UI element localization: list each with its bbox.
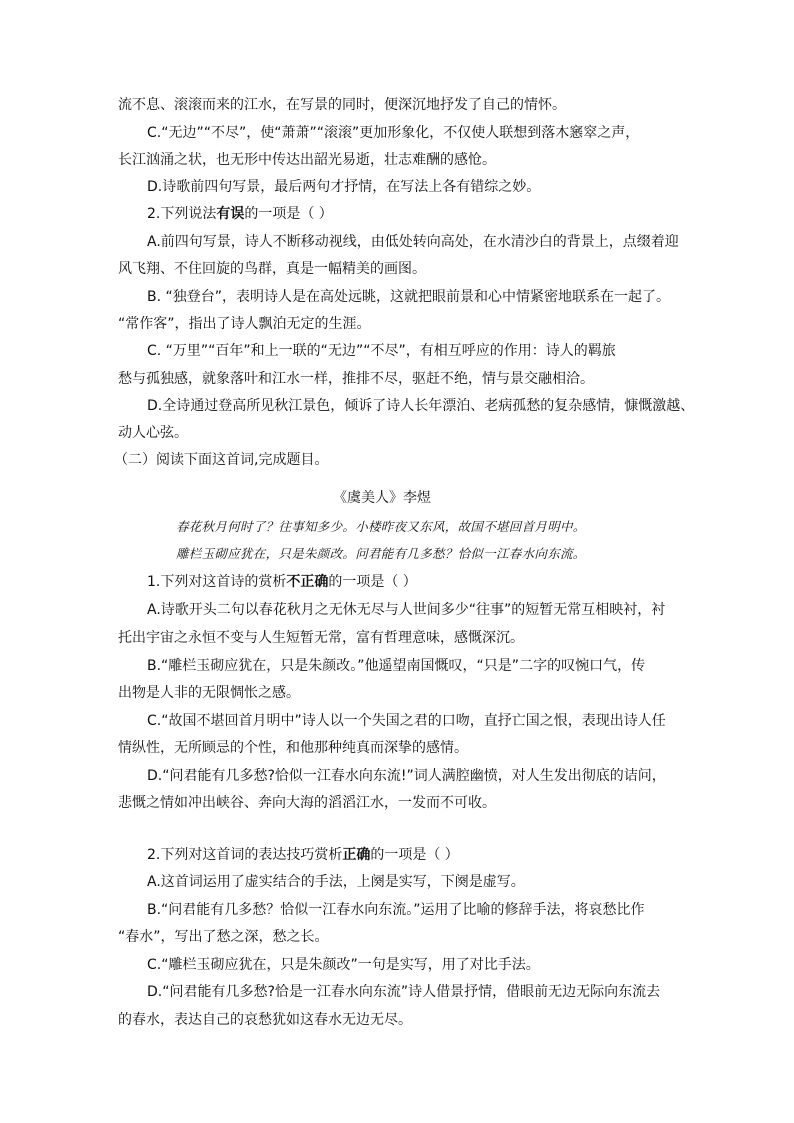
text-line: 悲慨之情如冲出峡谷、奔向大海的滔滔江水，一发而不可收。 [118,795,496,811]
option-b: B. “独登台”，表明诗人是在高处远眺，这就把眼前景和心中情紧密地联系在一起了。 [147,289,671,305]
option-d: D.“问君能有几多愁?恰是一江春水向东流”诗人借景抒情，借眼前无边无际向东流去 [147,984,661,1000]
option-b: B.“雕栏玉砌应犹在，只是朱颜改。”他遥望南国慨叹，“只是”二字的叹惋口气，传 [147,658,646,674]
option-a: A.前四句写景，诗人不断移动视线，由低处转向高处，在水清沙白的背景上，点缀着迎 [147,234,679,250]
question-2 [147,205,333,223]
option-d: D.全诗通过登高所见秋江景色，倾诉了诗人长年漂泊、老病孤愁的复杂感情，慷慨激越、 [147,398,695,414]
question-text: 的一项是（ ） [328,574,417,590]
text-line: 托出宇宙之永恒不变与人生短暂无常，富有哲理意味，感慨深沉。 [118,630,524,646]
option-c: C.“雕栏玉砌应犹在，只是朱颜改”一句是实写，用了对比手法。 [147,957,540,973]
poem-title: 《虞美人》李煜 [333,490,431,506]
emphasis-text: 正确 [342,847,371,863]
question-text: 的一项是（ ） [370,847,459,863]
text-line: 动人心弦。 [118,425,188,441]
emphasis-text: 有误 [216,206,245,222]
question-1 [147,573,417,591]
emphasis-text: 不正确 [286,574,329,590]
text-line: “常作客”，指出了诗人飘泊无定的生涯。 [118,316,371,332]
option-c: C.“故国不堪回首月明中”诗人以一个失国之君的口吻，直抒亡国之恨，表现出诗人任 [147,713,666,729]
option-c: C. “万里”“百年”和上一联的“无边”“不尽”，有相互呼应的作用：诗人的羁旅 [147,343,616,359]
poem-line: 雕栏玉砌应犹在，只是朱颜改。问君能有几多愁？恰似一江春水向东流。 [176,546,586,561]
option-d: D.“问君能有几多愁?恰似一江春水向东流!”词人满腔幽愤，对人生发出彻底的诘问， [147,768,666,784]
question-text: 的一项是（ ） [244,206,333,222]
poem-line: 春花秋月何时了？往事知多少。小楼昨夜又东风，故国不堪回首月明中。 [176,519,586,534]
text-line: 长江汹涌之状，也无形中传达出韶光易逝，壮志难酬的感怆。 [118,152,496,168]
question-text: 2.下列对这首词的表达技巧赏析 [147,847,343,863]
section-heading: （二）阅读下面这首词,完成题目。 [114,452,329,468]
option-d: D.诗歌前四句写景，最后两句才抒情，在写法上各有错综之妙。 [147,179,541,195]
option-a: A.这首词运用了虚实结合的手法，上阕是实写，下阕是虚写。 [147,874,525,890]
text-line: 愁与孤独感，就象落叶和江水一样，推排不尽，驱赶不绝，情与景交融相洽。 [118,371,594,387]
text-line: 风飞翔、不住回旋的鸟群，真是一幅精美的画图。 [118,261,426,277]
text-line: “春水”，写出了愁之深，愁之长。 [118,929,329,945]
text-line: 情纵性，无所顾忌的个性，和他那种纯真而深挚的感情。 [118,740,468,756]
question-text: 2.下列说法 [147,206,217,222]
text-line: 出物是人非的无限惆怅之感。 [118,685,300,701]
option-c: C.“无边”“不尽”，使“萧萧”“滚滚”更加形象化，不仅使人联想到落木窸窣之声， [147,125,640,141]
text-line: 流不息、滚滚而来的江水，在写景的同时，便深沉地抒发了自己的情怀。 [118,97,566,113]
question-text: 1.下列对这首诗的赏析 [147,574,287,590]
text-line: 的春水，表达自己的哀愁犹如这春水无边无尽。 [118,1012,412,1028]
option-b: B.“问君能有几多愁？恰似一江春水向东流。”运用了比喻的修辞手法，将哀愁比作 [147,902,645,918]
question-2b [147,846,459,864]
option-a: A.诗歌开头二句以春花秋月之无休无尽与人世间多少“往事”的短暂无常互相映衬，衬 [147,602,666,618]
